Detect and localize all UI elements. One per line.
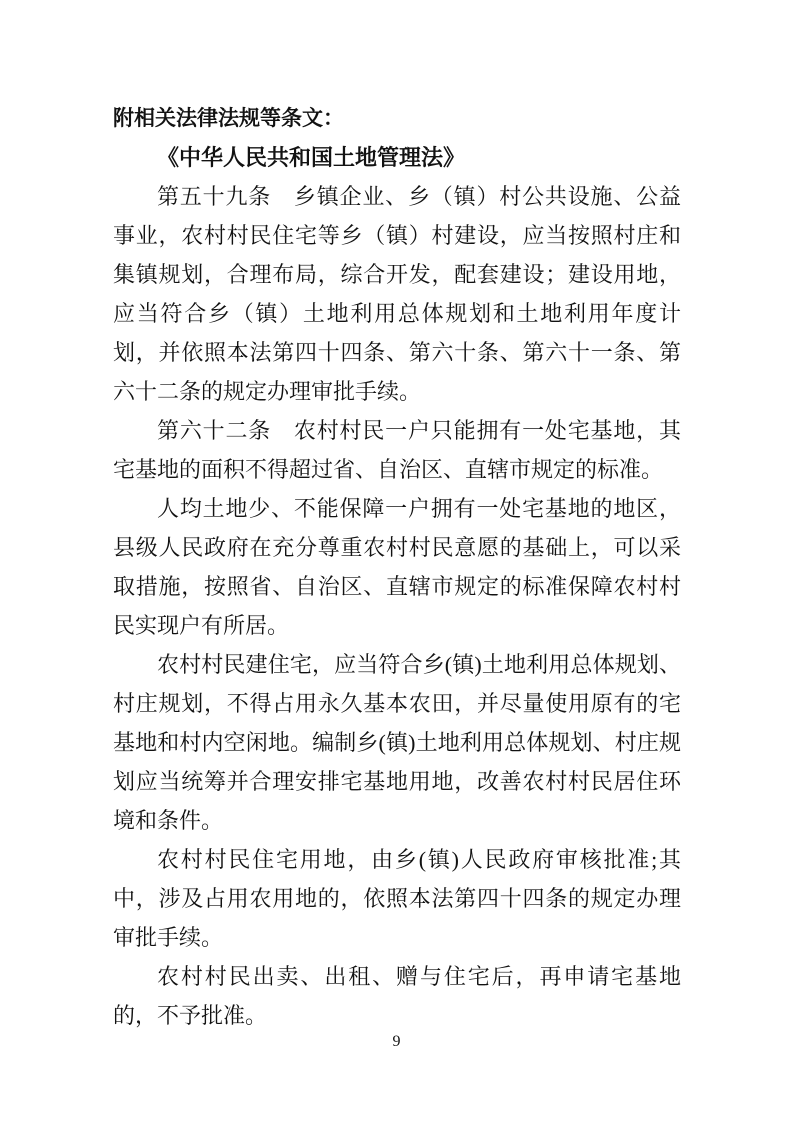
page-number: 9 <box>392 1033 401 1050</box>
paragraph-housing-land-approval: 农村村民住宅用地，由乡(镇)人民政府审核批准;其中，涉及占用农用地的，依照本法第四十四条的规定办理审批手续。 <box>113 847 681 950</box>
document-content <box>113 99 681 1035</box>
paragraph-no-reapproval: 农村村民出卖、出租、赠与住宅后，再申请宅基地的，不予批准。 <box>113 964 681 1028</box>
law-title: 《中华人民共和国土地管理法》 <box>157 145 466 170</box>
paragraph-article-59: 第五十九条 乡镇企业、乡（镇）村公共设施、公益事业，农村村民住宅等乡（镇）村建设，应当按照村庄和集镇规划，合理布局，综合开发，配套建设；建设用地，应当符合乡（镇）土地利用总体规划和土地利用年度计划，并依照本法第四十四条、第六十条、第六十一条、第六十二条的规定办理审批手续。 <box>113 184 681 404</box>
paragraph-article-62: 第六十二条 农村村民一户只能拥有一处宅基地，其宅基地的面积不得超过省、自治区、直辖市规定的标准。 <box>113 418 681 482</box>
paragraph-per-capita-land: 人均土地少、不能保障一户拥有一处宅基地的地区，县级人民政府在充分尊重农村村民意愿的基础上，可以采取措施，按照省、自治区、直辖市规定的标准保障农村村民实现户有所居。 <box>113 496 681 638</box>
attachment-heading: 附相关法律法规等条文： <box>113 107 344 130</box>
paragraph-housing-construction: 农村村民建住宅，应当符合乡(镇)土地利用总体规划、村庄规划，不得占用永久基本农田，并尽量使用原有的宅基地和村内空闲地。编制乡(镇)土地利用总体规划、村庄规划应当统筹并合理安排宅基地用地，改善农村村民居住环境和条件。 <box>113 652 681 833</box>
